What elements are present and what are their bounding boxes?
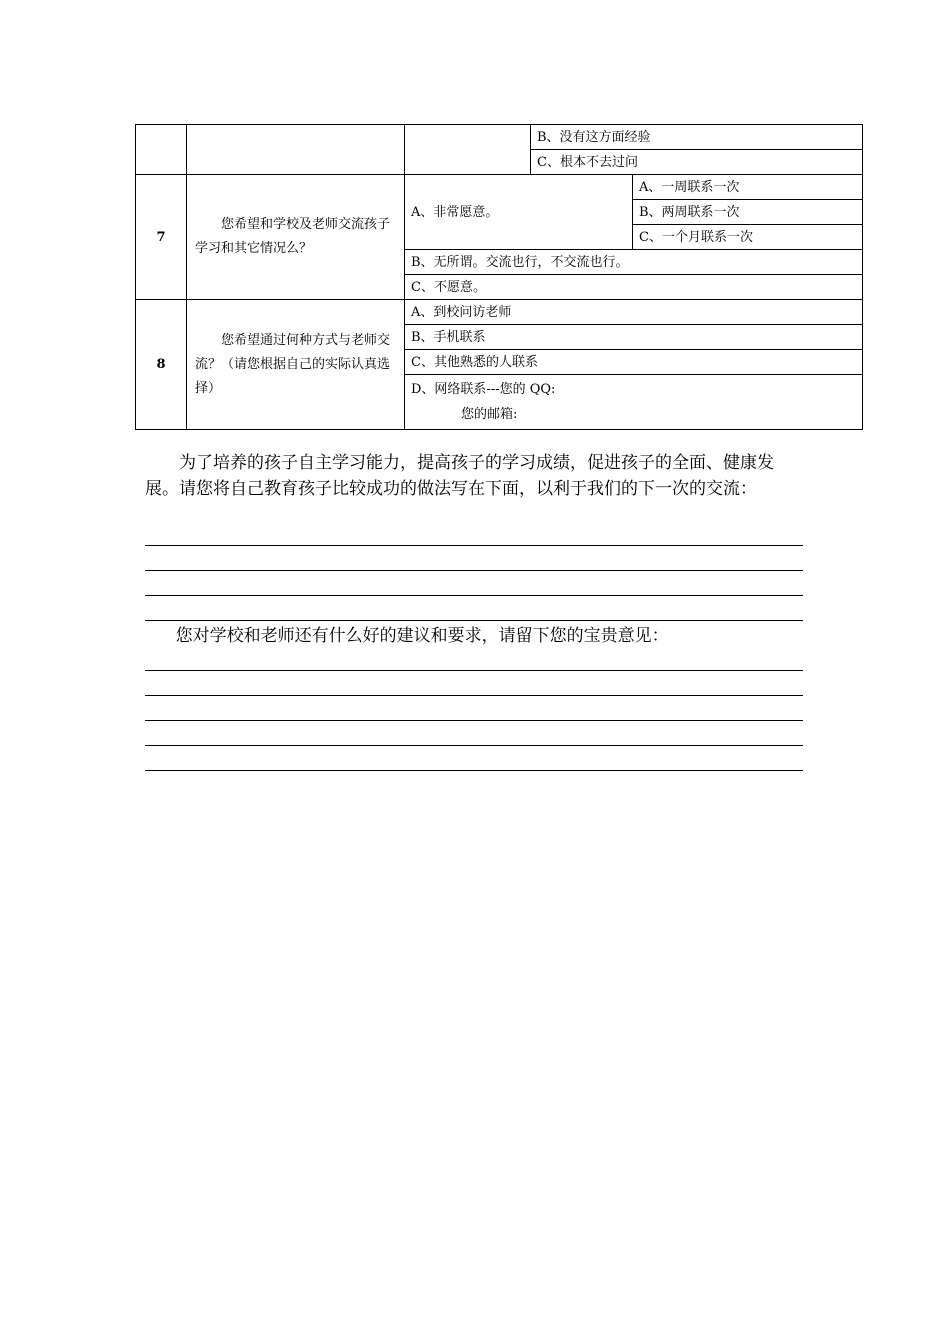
option-cell: A、到校问访老师	[405, 300, 863, 325]
option-cell: B、手机联系	[405, 325, 863, 350]
table-row	[136, 125, 863, 150]
option-cell: C、根本不去过问	[531, 150, 863, 175]
table-row	[136, 175, 863, 200]
table-row	[136, 300, 863, 325]
sub-option-cell: C、一个月联系一次	[633, 225, 863, 250]
suggestion-paragraph: 您对学校和老师还有什么好的建议和要求，请留下您的宝贵意见：	[175, 626, 669, 646]
option-network-email: 您的邮箱:	[461, 407, 518, 422]
option-network-qq: D、网络联系---您的 QQ:	[411, 382, 556, 397]
answer-line[interactable]	[145, 695, 803, 696]
answer-line[interactable]	[145, 770, 803, 771]
answer-line[interactable]	[145, 595, 803, 596]
question-number: 8	[136, 300, 187, 430]
answer-line[interactable]	[145, 570, 803, 571]
question-cell-empty	[187, 125, 405, 175]
option-cell: C、不愿意。	[405, 275, 863, 300]
answer-line[interactable]	[145, 620, 803, 621]
answer-line[interactable]	[145, 545, 803, 546]
option-cell: C、其他熟悉的人联系	[405, 350, 863, 375]
answer-line[interactable]	[145, 670, 803, 671]
answer-line[interactable]	[145, 745, 803, 746]
option-cell: B、没有这方面经验	[531, 125, 863, 150]
question-text: 您希望通过何种方式与老师交流？（请您根据自己的实际认真选择）	[187, 300, 405, 430]
answer-line[interactable]	[145, 720, 803, 721]
option-cell: B、无所谓。交流也行，不交流也行。	[405, 250, 863, 275]
sub-option-cell: B、两周联系一次	[633, 200, 863, 225]
option-cell-empty	[405, 125, 531, 175]
number-cell-empty	[136, 125, 187, 175]
option-cell-network	[405, 375, 863, 430]
question-number: 7	[136, 175, 187, 300]
survey-table	[135, 124, 863, 430]
instruction-paragraph: 为了培养的孩子自主学习能力，提高孩子的学习成绩，促进孩子的全面、健康发展。请您将自己教育孩子比较成功的做法写在下面，以利于我们的下一次的交流：	[145, 453, 774, 499]
option-cell: A、非常愿意。	[405, 175, 633, 250]
sub-option-cell: A、一周联系一次	[633, 175, 863, 200]
question-text: 您希望和学校及老师交流孩子学习和其它情况么？	[187, 175, 405, 300]
